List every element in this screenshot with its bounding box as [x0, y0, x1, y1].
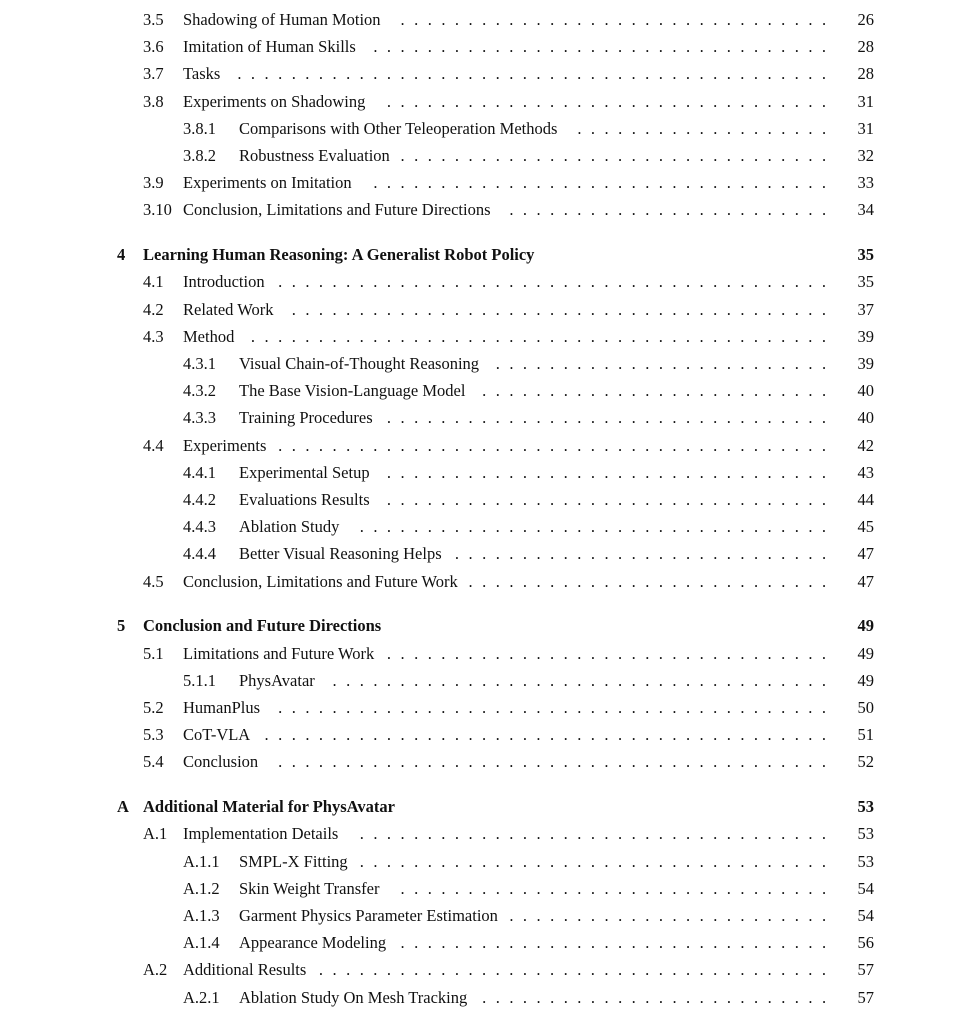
dot-leader: . . . . . . . . . . . . . . . . . . . . . . . . . . . . . . . . . . . . . . . . .	[278, 698, 826, 717]
toc-section-row	[0, 196, 955, 223]
toc-entry-number: 3.8.1	[183, 118, 216, 138]
dot-leader: . . . . . . . . . . . . . . . . . . . . . . . . . . . . . . . . . . . . . .	[318, 960, 827, 980]
dot-leader: . . . . . . . . . . . . . . . . . . . . . . . . . . . . . . . .	[400, 10, 827, 29]
toc-subsection-row	[0, 540, 955, 567]
toc-entry-title: Limitations and Future Work	[183, 643, 375, 663]
dot-leader: . . . . . . . . . . . . . . . . . . . . . . . . . . . . . . . . . . . . . . . . . . . .	[237, 64, 826, 84]
dot-leader: . . . . . . . . . . . . . . . . . . . . . . . . . . . . . . . . .	[386, 490, 827, 509]
toc-subsection-row	[0, 486, 955, 513]
dot-leader: . . . . . . . . . . . . . . . . . . .	[577, 118, 827, 138]
toc-entry-title: Skin Weight Transfer	[239, 878, 380, 898]
toc-entry-number: 5.2	[143, 698, 164, 717]
toc-entry-title: PhysAvatar	[239, 670, 315, 690]
toc-entry-title: Shadowing of Human Motion	[183, 10, 381, 29]
toc-entry-title: Robustness Evaluation	[239, 146, 390, 165]
dot-leader: . . . . . . . . . . . . . . . . . . . . . . . . . . . . . . . .	[400, 878, 827, 898]
toc-entry-number: A.2	[143, 960, 168, 980]
dot-leader: . . . . . . . . . . . . . . . . . . . . . . . . . .	[482, 381, 827, 401]
toc-entry-title: Imitation of Human Skills	[183, 37, 356, 57]
toc-entry-number: 3.9	[143, 173, 164, 193]
toc-entry-number: 4.3.3	[183, 408, 216, 428]
toc-entry-number: 4.2	[143, 299, 164, 319]
toc-subsection-row	[0, 513, 955, 540]
toc-subsection-row	[0, 667, 955, 694]
toc-entry-number: 4.3	[143, 326, 164, 346]
toc-entry-page: 40	[857, 381, 874, 401]
toc-chapter-row	[0, 793, 955, 820]
dot-leader: . . . . . . . . . . . . . . . . . . . . . . . . . . . .	[454, 544, 827, 564]
dot-leader: . . . . . . . . . . . . . . . . . . . . . . . . . . . . . . . . . .	[373, 173, 827, 193]
dot-leader: . . . . . . . . . . . . . . . . . . . . . . . .	[509, 200, 827, 220]
toc-entry-number: A	[117, 797, 129, 817]
toc-entry-number: 4.4.1	[183, 462, 216, 482]
toc-entry-number: 4.4.2	[183, 490, 216, 509]
toc-entry-page: 35	[857, 272, 874, 292]
toc-entry-number: A.1.1	[183, 851, 220, 871]
toc-entry-page: 26	[857, 10, 874, 29]
toc-section-row	[0, 33, 955, 60]
toc-subsection-row	[0, 350, 955, 377]
dot-leader: . . . . . . . . . . . . . . . . . . . . . . . . . . . . . . . . .	[386, 643, 827, 663]
toc-entry-title: Implementation Details	[183, 824, 339, 844]
toc-section-row	[0, 88, 955, 115]
dot-leader: . . . . . . . . . . . . . . . . . . . . . . . . . . . . . . . . .	[386, 408, 827, 428]
dot-leader: . . . . . . . . . . . . . . . . . . . . . . . . . . . . . . . . . . . . . . . .	[291, 299, 827, 319]
toc-section-row	[0, 268, 955, 295]
toc-entry-number: A.2.1	[183, 987, 220, 1007]
toc-entry-title: Tasks	[183, 64, 221, 84]
toc-entry-number: 5.1.1	[183, 670, 216, 690]
toc-entry-page: 57	[857, 987, 874, 1007]
toc-section-row	[0, 6, 955, 33]
dot-leader: . . . . . . . . . . . . . . . . . . . . . . . . . . . . . . . . . . .	[359, 851, 827, 871]
toc-section-row	[0, 640, 955, 667]
toc-entry-number: 3.7	[143, 64, 164, 84]
toc-section-row	[0, 296, 955, 323]
toc-subsection-row	[0, 984, 955, 1011]
toc-subsection-row	[0, 875, 955, 902]
toc-entry-title: Garment Physics Parameter Estimation	[239, 906, 498, 925]
toc-entry-number: A.1	[143, 824, 168, 844]
toc-entry-title: Experiments on Imitation	[183, 173, 352, 193]
toc-entry-page: 37	[857, 299, 874, 319]
toc-entry-number: 5	[117, 616, 126, 636]
toc-subsection-row	[0, 115, 955, 142]
toc-entry-page: 35	[857, 245, 874, 265]
toc-entry-page: 39	[857, 326, 874, 346]
toc-entry-page: 34	[857, 200, 874, 220]
dot-leader: . . . . . . . . . . . . . . . . . . . . . . . . . . . . . . . . . . .	[359, 517, 827, 537]
toc-entry-number: 5.3	[143, 725, 164, 745]
toc-entry-title: SMPL-X Fitting	[239, 851, 348, 871]
toc-entry-number: 4.4	[143, 435, 164, 455]
toc-chapter-row	[0, 241, 955, 268]
toc-entry-title: Ablation Study	[239, 517, 340, 537]
dot-leader: . . . . . . . . . . . . . . . . . . . . . . . . . . . . . . . .	[400, 933, 827, 953]
toc-entry-page: 45	[857, 517, 874, 537]
toc-entry-page: 57	[857, 960, 874, 980]
toc-entry-page: 28	[857, 37, 874, 57]
toc-entry-title: Conclusion	[183, 752, 259, 772]
toc-entry-page: 44	[857, 490, 874, 509]
toc-entry-title: Method	[183, 326, 235, 346]
dot-leader: . . . . . . . . . . . . . . . . . . . . . . . . . . . . . . . . . . .	[359, 824, 827, 844]
toc-entry-page: 49	[857, 670, 874, 690]
toc-entry-title: Related Work	[183, 299, 274, 319]
toc-entry-number: A.1.4	[183, 933, 220, 953]
dot-leader: . . . . . . . . . . . . . . . . . . . . . . . .	[509, 906, 827, 925]
toc-entry-number: 4.3.2	[183, 381, 216, 401]
dot-leader: . . . . . . . . . . . . . . . . . . . . . . . . . . . . . . . . .	[386, 91, 827, 111]
toc-entry-number: 4.5	[143, 571, 164, 591]
toc-entry-title: Evaluations Results	[239, 490, 370, 509]
toc-section-row	[0, 323, 955, 350]
toc-entry-number: 4.4.3	[183, 517, 216, 537]
toc-entry-number: 4.1	[143, 272, 164, 292]
dot-leader: . . . . . . . . . . . . . . . . . . . . . . . . . . .	[468, 571, 827, 591]
toc-entry-page: 32	[857, 146, 874, 165]
toc-section-row	[0, 956, 955, 983]
toc-section-row	[0, 568, 955, 595]
toc-subsection-row	[0, 902, 955, 929]
toc-entry-number: 4.4.4	[183, 544, 216, 564]
toc-section-row	[0, 169, 955, 196]
toc-entry-title: Comparisons with Other Teleoperation Methods	[239, 118, 558, 138]
toc-entry-number: A.1.2	[183, 878, 220, 898]
toc-section-row	[0, 820, 955, 847]
dot-leader: . . . . . . . . . . . . . . . . . . . . . . . . . . . . . . . .	[400, 146, 827, 165]
toc-subsection-row	[0, 459, 955, 486]
dot-leader: . . . . . . . . . . . . . . . . . . . . . . . . .	[495, 354, 827, 373]
toc-entry-number: 3.5	[143, 10, 164, 29]
toc-entry-number: 3.10	[143, 200, 172, 220]
toc-entry-page: 47	[857, 571, 874, 591]
toc-entry-page: 42	[857, 435, 874, 455]
toc-section-row	[0, 694, 955, 721]
toc-entry-page: 54	[857, 878, 874, 898]
toc-entry-page: 47	[857, 544, 874, 564]
toc-subsection-row	[0, 142, 955, 169]
dot-leader: . . . . . . . . . . . . . . . . . . . . . . . . . . . . . . . . . .	[373, 37, 827, 57]
toc-entry-title: Better Visual Reasoning Helps	[239, 544, 442, 564]
toc-entry-title: Visual Chain-of-Thought Reasoning	[239, 354, 480, 373]
toc-section-row	[0, 60, 955, 87]
toc-entry-title: Introduction	[183, 272, 265, 292]
toc-entry-title: Learning Human Reasoning: A Generalist Robot Policy	[143, 245, 535, 265]
toc-entry-number: 5.1	[143, 643, 164, 663]
dot-leader: . . . . . . . . . . . . . . . . . . . . . . . . . . . . . . . . . . . . . . . . .	[278, 752, 826, 772]
toc-entry-page: 28	[857, 64, 874, 84]
toc-entry-title: HumanPlus	[183, 698, 261, 717]
toc-entry-page: 56	[857, 933, 874, 953]
toc-entry-number: 4	[117, 245, 126, 265]
toc-entry-title: CoT-VLA	[183, 725, 251, 745]
dot-leader: . . . . . . . . . . . . . . . . . . . . . . . . . .	[482, 987, 827, 1007]
toc-entry-number: 3.8.2	[183, 146, 216, 165]
toc-entry-number: 3.6	[143, 37, 164, 57]
toc-entry-number: 4.3.1	[183, 354, 216, 373]
dot-leader: . . . . . . . . . . . . . . . . . . . . . . . . . . . . . . . . . . . . . . . . .	[278, 435, 826, 455]
dot-leader: . . . . . . . . . . . . . . . . . . . . . . . . . . . . . . . . . . . . . . . . . .	[264, 725, 826, 745]
toc-entry-number: 3.8	[143, 91, 164, 111]
toc-entry-number: A.1.3	[183, 906, 220, 925]
dot-leader: . . . . . . . . . . . . . . . . . . . . . . . . . . . . . . . . . . . . . . . . . . .	[250, 326, 826, 346]
toc-entry-page: 49	[857, 643, 874, 663]
toc-section-row	[0, 432, 955, 459]
toc-entry-page: 54	[857, 906, 874, 925]
toc-entry-title: Conclusion, Limitations and Future Work	[183, 571, 458, 591]
toc-entry-title: Experiments on Shadowing	[183, 91, 366, 111]
dot-leader: . . . . . . . . . . . . . . . . . . . . . . . . . . . . . . . . . . . . .	[332, 670, 827, 690]
toc-entry-title: Appearance Modeling	[239, 933, 387, 953]
toc-entry-title: Additional Material for PhysAvatar	[143, 797, 395, 817]
toc-section-row	[0, 748, 955, 775]
toc-entry-page: 31	[857, 118, 874, 138]
toc-entry-page: 51	[857, 725, 874, 745]
toc-entry-page: 40	[857, 408, 874, 428]
dot-leader: . . . . . . . . . . . . . . . . . . . . . . . . . . . . . . . . .	[386, 462, 827, 482]
toc-section-row	[0, 721, 955, 748]
toc-entry-title: Conclusion, Limitations and Future Directions	[183, 200, 491, 220]
toc-entry-page: 39	[857, 354, 874, 373]
toc-entry-page: 33	[857, 173, 874, 193]
dot-leader: . . . . . . . . . . . . . . . . . . . . . . . . . . . . . . . . . . . . . . . . .	[278, 272, 826, 292]
toc-entry-page: 50	[857, 698, 874, 717]
toc-entry-page: 52	[857, 752, 874, 772]
toc-subsection-row	[0, 929, 955, 956]
toc-entry-title: Ablation Study On Mesh Tracking	[239, 987, 468, 1007]
toc-entry-page: 49	[857, 616, 874, 636]
toc-entry-page: 53	[857, 824, 874, 844]
toc-entry-title: Conclusion and Future Directions	[143, 616, 382, 636]
toc-entry-page: 31	[857, 91, 874, 111]
toc-entry-title: Experimental Setup	[239, 462, 370, 482]
toc-subsection-row	[0, 848, 955, 875]
toc-entry-page: 43	[857, 462, 874, 482]
toc-entry-title: Experiments	[183, 435, 267, 455]
toc-entry-title: Additional Results	[183, 960, 307, 980]
toc-subsection-row	[0, 404, 955, 431]
toc-entry-page: 53	[857, 851, 874, 871]
toc-chapter-row	[0, 612, 955, 639]
toc-entry-title: Training Procedures	[239, 408, 373, 428]
toc-entry-title: The Base Vision-Language Model	[239, 381, 466, 401]
toc-subsection-row	[0, 377, 955, 404]
toc-entry-number: 5.4	[143, 752, 164, 772]
toc-entry-page: 53	[857, 797, 874, 817]
